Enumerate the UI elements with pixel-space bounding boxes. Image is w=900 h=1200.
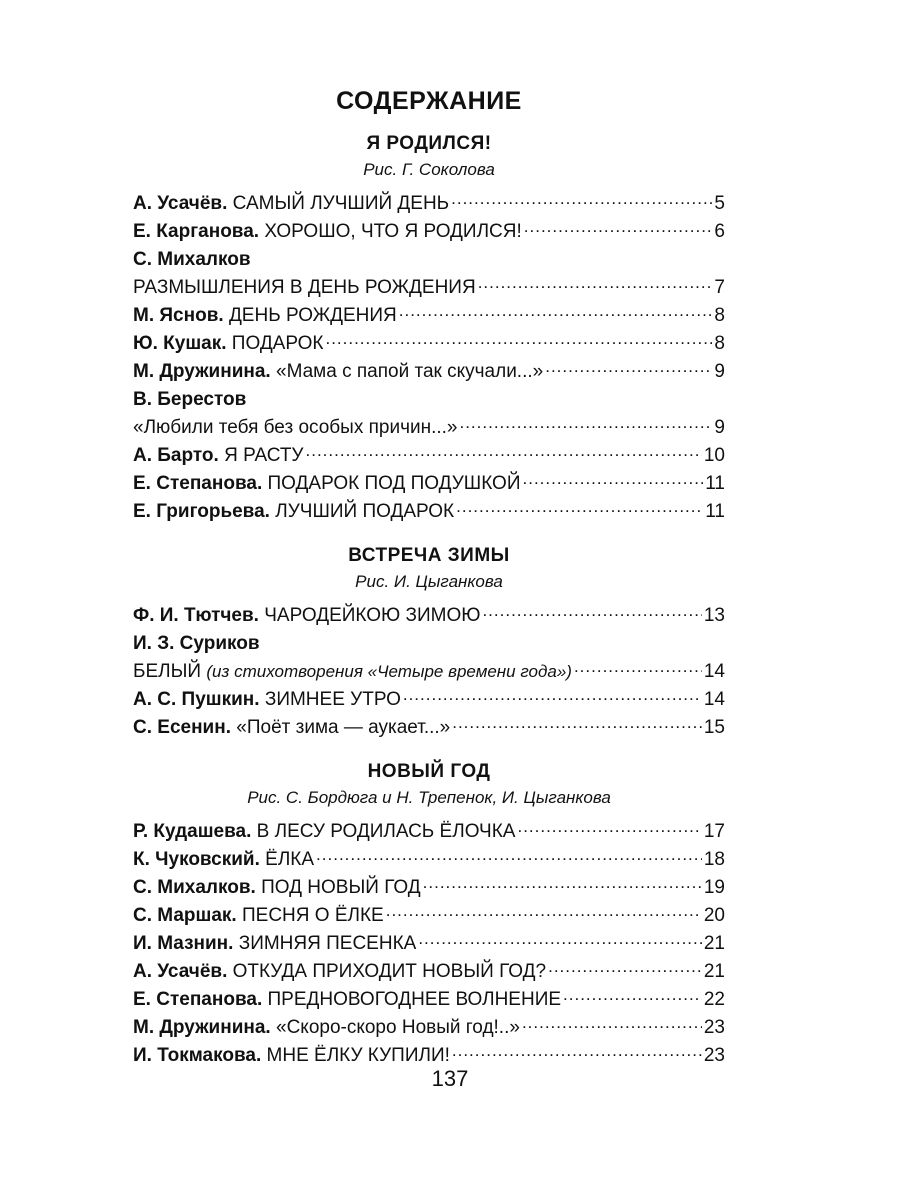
- toc-entry[interactable]: [133, 246, 725, 302]
- dot-leader: [452, 1042, 702, 1061]
- entry-author: А. Усачёв.: [133, 193, 228, 214]
- section-title: НОВЫЙ ГОД: [367, 761, 491, 782]
- entry-title: «Мама с папой так скучали...»: [276, 361, 544, 382]
- page-number: 137: [431, 1066, 469, 1091]
- entry-title: МНЕ ЁЛКУ КУПИЛИ!: [266, 1045, 450, 1066]
- entry-page: 20: [703, 905, 725, 926]
- entry-page: 22: [703, 989, 725, 1010]
- entry-page: 23: [703, 1045, 725, 1066]
- toc-entry[interactable]: [133, 386, 725, 442]
- entry-author: Е. Карганова.: [133, 221, 260, 242]
- toc-section: [133, 544, 725, 742]
- entry-author: К. Чуковский.: [133, 849, 260, 870]
- entry-page: 13: [703, 605, 725, 626]
- entry-title: ПОДАРОК: [231, 333, 324, 354]
- dot-leader: [316, 846, 702, 865]
- dot-leader: [522, 1014, 702, 1033]
- entry-author: Р. Кудашева.: [133, 821, 252, 842]
- entry-title: ЛУЧШИЙ ПОДАРОК: [275, 501, 455, 522]
- dot-leader: [451, 190, 712, 209]
- section-illustrator: Рис. Г. Соколова: [363, 160, 495, 179]
- entry-author: М. Дружинина.: [133, 1017, 271, 1038]
- entry-author: Ю. Кушак.: [133, 333, 227, 354]
- toc-entry[interactable]: [133, 930, 725, 958]
- toc-entry[interactable]: [133, 190, 725, 218]
- entry-page: 9: [714, 361, 725, 382]
- dot-leader: [456, 498, 703, 517]
- entry-title: ЗИМНЕЕ УТРО: [264, 689, 401, 710]
- toc-entry[interactable]: [133, 846, 725, 874]
- toc-entry[interactable]: [133, 714, 725, 742]
- entry-page: 8: [714, 333, 725, 354]
- entry-author: С. Маршак.: [133, 905, 237, 926]
- toc-section: [133, 132, 725, 526]
- toc-entry[interactable]: [133, 498, 725, 526]
- dot-leader: [478, 274, 713, 293]
- entry-title: ЁЛКА: [265, 849, 315, 870]
- dot-leader: [548, 958, 702, 977]
- entry-page: 21: [703, 961, 725, 982]
- entry-page: 6: [714, 221, 725, 242]
- entry-author: Е. Степанова.: [133, 473, 263, 494]
- toc-entry[interactable]: [133, 442, 725, 470]
- entry-title: ЗИМНЯЯ ПЕСЕНКА: [238, 933, 417, 954]
- entry-page: 14: [703, 661, 725, 682]
- toc-entry[interactable]: [133, 874, 725, 902]
- entry-title: «Любили тебя без особых причин...»: [133, 417, 458, 438]
- entry-author: И. З. Суриков: [133, 633, 260, 654]
- dot-leader: [399, 302, 713, 321]
- entry-author: И. Мазнин.: [133, 933, 234, 954]
- entry-author: М. Яснов.: [133, 305, 224, 326]
- entry-page: 11: [705, 501, 725, 522]
- entry-page: 15: [703, 717, 725, 738]
- entry-page: 18: [703, 849, 725, 870]
- entry-page: 21: [703, 933, 725, 954]
- entry-author: Е. Степанова.: [133, 989, 263, 1010]
- dot-leader: [418, 930, 702, 949]
- entry-page: 7: [714, 277, 725, 298]
- toc-section: [133, 760, 725, 1070]
- entry-author: С. Михалков: [133, 249, 251, 270]
- entry-author: А. С. Пушкин.: [133, 689, 260, 710]
- entry-author: В. Берестов: [133, 389, 247, 410]
- table-of-contents: [133, 84, 725, 1088]
- toc-entry[interactable]: [133, 986, 725, 1014]
- toc-entry[interactable]: [133, 902, 725, 930]
- dot-leader: [459, 414, 712, 433]
- page-title: СОДЕРЖАНИЕ: [336, 87, 522, 115]
- dot-leader: [524, 218, 713, 237]
- dot-leader: [563, 986, 702, 1005]
- toc-entry[interactable]: [133, 330, 725, 358]
- section-illustrator: Рис. И. Цыганкова: [355, 572, 503, 591]
- dot-leader: [403, 686, 702, 705]
- section-illustrator: Рис. С. Бордюга и Н. Трепенок, И. Цыганкова: [247, 788, 611, 807]
- dot-leader: [306, 442, 702, 461]
- entry-page: 11: [705, 473, 725, 494]
- toc-entry[interactable]: [133, 630, 725, 686]
- entry-title: РАЗМЫШЛЕНИЯ В ДЕНЬ РОЖДЕНИЯ: [133, 277, 476, 298]
- entry-title: ЧАРОДЕЙКОЮ ЗИМОЮ: [264, 605, 481, 626]
- toc-entry[interactable]: [133, 818, 725, 846]
- section-title: Я РОДИЛСЯ!: [366, 133, 492, 154]
- entry-author: И. Токмакова.: [133, 1045, 262, 1066]
- entry-title: «Поёт зима — аукает...»: [236, 717, 451, 738]
- toc-entry[interactable]: [133, 602, 725, 630]
- entry-title: ХОРОШО, ЧТО Я РОДИЛСЯ!: [264, 221, 522, 242]
- dot-leader: [574, 658, 702, 677]
- dot-leader: [517, 818, 701, 837]
- entry-title: САМЫЙ ЛУЧШИЙ ДЕНЬ: [232, 193, 450, 214]
- section-title: ВСТРЕЧА ЗИМЫ: [348, 545, 510, 566]
- toc-entry[interactable]: [133, 302, 725, 330]
- dot-leader: [523, 470, 704, 489]
- entry-title: ОТКУДА ПРИХОДИТ НОВЫЙ ГОД?: [232, 961, 547, 982]
- dot-leader: [545, 358, 712, 377]
- entry-title: ДЕНЬ РОЖДЕНИЯ: [228, 305, 397, 326]
- dot-leader: [325, 330, 712, 349]
- entry-title: ПОД НОВЫЙ ГОД: [261, 877, 421, 898]
- entry-page: 5: [714, 193, 725, 214]
- entry-author: С. Михалков.: [133, 877, 256, 898]
- entry-title: ПЕСНЯ О ЁЛКЕ: [241, 905, 384, 926]
- entry-title: ПОДАРОК ПОД ПОДУШКОЙ: [267, 473, 521, 494]
- entry-author: Е. Григорьева.: [133, 501, 270, 522]
- toc-entry[interactable]: [133, 358, 725, 386]
- dot-leader: [423, 874, 702, 893]
- entry-page: 10: [703, 445, 725, 466]
- entry-page: 23: [703, 1017, 725, 1038]
- entry-page: 8: [714, 305, 725, 326]
- entry-page: 14: [703, 689, 725, 710]
- entry-author: А. Усачёв.: [133, 961, 228, 982]
- toc-entry[interactable]: [133, 686, 725, 714]
- entry-page: 19: [703, 877, 725, 898]
- entry-page: 17: [703, 821, 725, 842]
- dot-leader: [386, 902, 702, 921]
- entry-title: «Скоро-скоро Новый год!..»: [276, 1017, 520, 1038]
- dot-leader: [482, 602, 701, 621]
- entry-title: В ЛЕСУ РОДИЛАСЬ ЁЛОЧКА: [256, 821, 516, 842]
- dot-leader: [452, 714, 702, 733]
- toc-entry[interactable]: [133, 218, 725, 246]
- toc-entry[interactable]: [133, 958, 725, 986]
- toc-entry[interactable]: [133, 1014, 725, 1042]
- entry-author: С. Есенин.: [133, 717, 231, 738]
- entry-author: Ф. И. Тютчев.: [133, 605, 259, 626]
- entry-title: БЕЛЫЙ: [133, 661, 202, 682]
- entry-title: Я РАСТУ: [224, 445, 304, 466]
- entry-note: (из стихотворения «Четыре времени года»): [206, 662, 572, 681]
- toc-entry[interactable]: [133, 470, 725, 498]
- entry-author: М. Дружинина.: [133, 361, 271, 382]
- entry-title: ПРЕДНОВОГОДНЕЕ ВОЛНЕНИЕ: [267, 989, 562, 1010]
- entry-author: А. Барто.: [133, 445, 219, 466]
- entry-page: 9: [714, 417, 725, 438]
